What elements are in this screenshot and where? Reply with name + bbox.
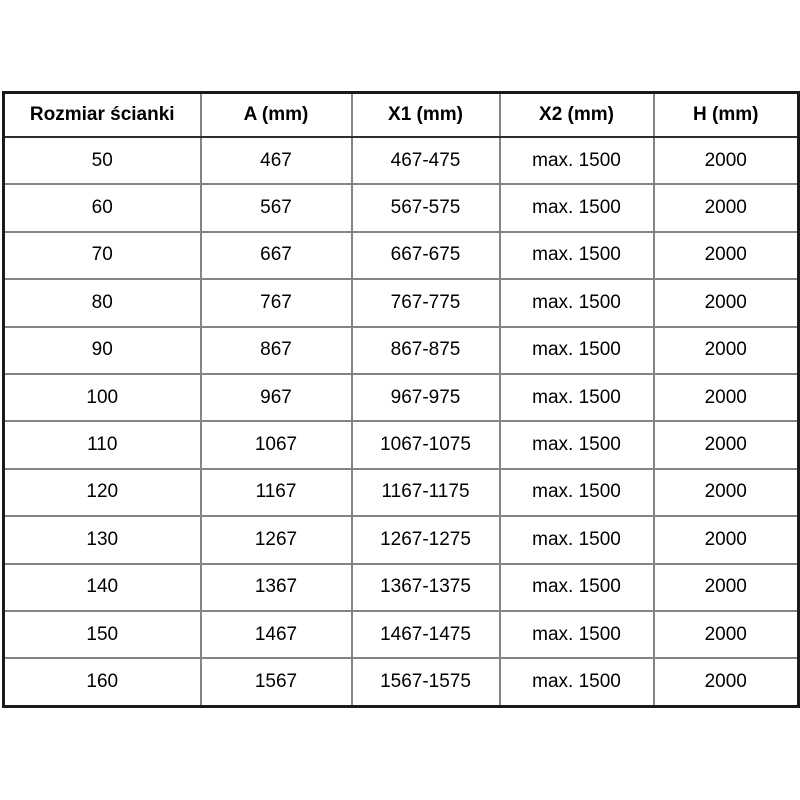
table-cell: 967-975	[352, 374, 500, 421]
table-cell: max. 1500	[500, 564, 654, 611]
table-cell: 1567-1575	[352, 658, 500, 706]
column-header-a-mm: A (mm)	[201, 93, 352, 138]
table-cell: max. 1500	[500, 469, 654, 516]
table-cell: 120	[4, 469, 201, 516]
table-cell: 140	[4, 564, 201, 611]
table-cell: max. 1500	[500, 658, 654, 706]
table-cell: 1467-1475	[352, 611, 500, 658]
table-cell: 667-675	[352, 232, 500, 279]
table-cell: 867-875	[352, 327, 500, 374]
table-cell: 2000	[654, 469, 799, 516]
table-cell: 967	[201, 374, 352, 421]
table-cell: 567	[201, 184, 352, 231]
table-cell: 2000	[654, 611, 799, 658]
table-cell: 50	[4, 137, 201, 184]
table-cell: 2000	[654, 184, 799, 231]
table-cell: 60	[4, 184, 201, 231]
table-cell: 2000	[654, 516, 799, 563]
table-cell: max. 1500	[500, 516, 654, 563]
table-cell: 767-775	[352, 279, 500, 326]
table-row	[4, 469, 799, 516]
column-header-rozmiar-scianki: Rozmiar ścianki	[4, 93, 201, 138]
table-cell: 100	[4, 374, 201, 421]
table-cell: 1267-1275	[352, 516, 500, 563]
header-row	[4, 93, 799, 138]
table-cell: max. 1500	[500, 137, 654, 184]
table-cell: max. 1500	[500, 232, 654, 279]
table-cell: 2000	[654, 658, 799, 706]
table-row	[4, 516, 799, 563]
table-body	[4, 137, 799, 706]
table-row	[4, 279, 799, 326]
table-cell: 567-575	[352, 184, 500, 231]
table-row	[4, 232, 799, 279]
table-row	[4, 564, 799, 611]
table-cell: max. 1500	[500, 421, 654, 468]
table-cell: 1067	[201, 421, 352, 468]
table-cell: 130	[4, 516, 201, 563]
table-cell: 2000	[654, 421, 799, 468]
table-row	[4, 658, 799, 706]
table-cell: 1267	[201, 516, 352, 563]
table-cell: 1467	[201, 611, 352, 658]
table-cell: 150	[4, 611, 201, 658]
table-cell: 2000	[654, 374, 799, 421]
table-row	[4, 611, 799, 658]
table-cell: 2000	[654, 279, 799, 326]
table-row	[4, 374, 799, 421]
table-cell: 2000	[654, 564, 799, 611]
table-cell: 80	[4, 279, 201, 326]
table-cell: max. 1500	[500, 279, 654, 326]
table-row	[4, 137, 799, 184]
table-cell: 767	[201, 279, 352, 326]
table-cell: 867	[201, 327, 352, 374]
table-cell: 2000	[654, 232, 799, 279]
table-row	[4, 421, 799, 468]
table-cell: 1067-1075	[352, 421, 500, 468]
table-cell: 467	[201, 137, 352, 184]
column-header-h-mm: H (mm)	[654, 93, 799, 138]
table-cell: max. 1500	[500, 374, 654, 421]
table-cell: 70	[4, 232, 201, 279]
table-cell: max. 1500	[500, 327, 654, 374]
table-cell: 1167	[201, 469, 352, 516]
table-cell: 1367-1375	[352, 564, 500, 611]
table-row	[4, 184, 799, 231]
table-cell: 1367	[201, 564, 352, 611]
table-cell: 1167-1175	[352, 469, 500, 516]
table-cell: 90	[4, 327, 201, 374]
table-cell: max. 1500	[500, 611, 654, 658]
column-header-x1-mm: X1 (mm)	[352, 93, 500, 138]
table-cell: 467-475	[352, 137, 500, 184]
table-cell: 667	[201, 232, 352, 279]
table-cell: max. 1500	[500, 184, 654, 231]
table-cell: 110	[4, 421, 201, 468]
table-cell: 160	[4, 658, 201, 706]
table-cell: 2000	[654, 137, 799, 184]
size-spec-table	[2, 91, 800, 708]
table-row	[4, 327, 799, 374]
column-header-x2-mm: X2 (mm)	[500, 93, 654, 138]
table-cell: 2000	[654, 327, 799, 374]
table-cell: 1567	[201, 658, 352, 706]
